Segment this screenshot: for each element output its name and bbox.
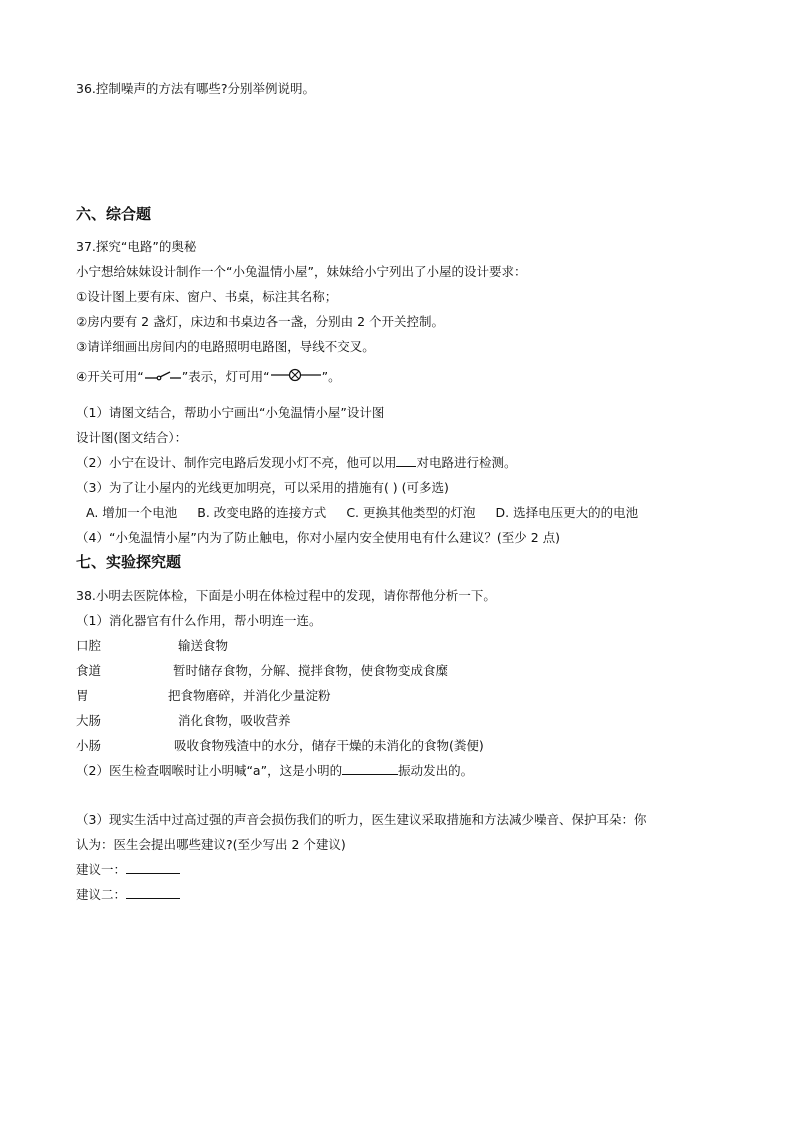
option-list: [86, 504, 658, 522]
answer-blank[interactable]: [396, 454, 416, 467]
question-36: 36.控制噪声的方法有哪些?分别举例说明。: [76, 81, 316, 96]
question-38-sub-3-cont: 认为：医生会提出哪些建议?(至少写出 2 个建议): [76, 837, 346, 852]
option-a[interactable]: A. 增加一个电池: [86, 505, 178, 520]
organ-item: 口腔: [76, 638, 102, 653]
suggestion-1: [76, 861, 180, 879]
suggestion-2: [76, 886, 180, 904]
option-c[interactable]: C. 更换其他类型的灯泡: [346, 505, 476, 520]
function-item: 吸收食物残渣中的水分，储存干燥的未消化的食物(粪便): [174, 738, 484, 753]
organ-item: 大肠: [76, 713, 102, 728]
option-d[interactable]: D. 选择电压更大的的电池: [495, 505, 639, 520]
option-b[interactable]: B. 改变电路的连接方式: [197, 505, 327, 520]
design-drawing-label: 设计图(图文结合）：: [76, 430, 188, 445]
function-item: 消化食物，吸收营养: [178, 713, 291, 728]
answer-blank[interactable]: [126, 886, 180, 899]
question-37-sub-2-tail: 对电路进行检测。: [416, 455, 517, 470]
requirement-4-part-a: ④开关可用“: [76, 369, 144, 384]
question-37-sub-2: [76, 454, 516, 472]
question-37-sub-4: （4）“小兔温情小屋”内为了防止触电，你对小屋内安全使用电有什么建议？(至少 2 点): [76, 530, 561, 545]
question-38-sub-1: （1）消化器官有什么作用，帮小明连一连。: [76, 613, 322, 628]
question-37-sub-2-text: （2）小宁在设计、制作完电路后发现小灯不亮，他可以用: [76, 455, 397, 470]
answer-blank[interactable]: [342, 762, 398, 775]
requirement-4-part-c: ”。: [321, 369, 341, 384]
function-item: 把食物磨碎，并消化少量淀粉: [168, 688, 331, 703]
question-38-sub-2: [76, 762, 473, 780]
question-38-sub-3: （3）现实生活中过高过强的声音会损伤我们的听力，医生建议采取措施和方法减少噪音、保护耳朵：你: [76, 812, 647, 827]
question-37-sub-3: （3）为了让小屋内的光线更加明亮，可以采用的措施有( ) (可多选): [76, 480, 449, 495]
function-item: 暂时储存食物，分解、搅拌食物，使食物变成食糜: [173, 663, 449, 678]
suggestion-2-label: 建议二：: [76, 887, 127, 902]
organ-item: 食道: [76, 663, 102, 678]
switch-symbol-icon: [144, 369, 182, 387]
organ-item: 小肠: [76, 738, 102, 753]
suggestion-1-label: 建议一：: [76, 862, 127, 877]
requirement-1: ①设计图上要有床、窗户、书桌，标注其名称；: [76, 289, 338, 304]
question-37-intro: 小宁想给妹妹设计制作一个“小兔温情小屋”，妹妹给小宁列出了小屋的设计要求：: [76, 264, 527, 279]
question-37-title: 37.探究“电路”的奥秘: [76, 239, 197, 254]
question-38-intro: 38.小明去医院体检，下面是小明在体检过程中的发现，请你帮他分析一下。: [76, 588, 496, 603]
lamp-symbol-icon: [270, 368, 322, 387]
requirement-4: [76, 368, 341, 387]
question-38-sub-2-tail: 振动发出的。: [398, 763, 474, 778]
requirement-4-part-b: ”表示，灯可用“: [181, 369, 270, 384]
section-7-heading: 七、实验探究题: [76, 553, 182, 571]
answer-blank[interactable]: [126, 861, 180, 874]
question-38-sub-2-text: （2）医生检查咽喉时让小明喊“a”，这是小明的: [76, 763, 343, 778]
requirement-2: ②房内要有 2 盏灯，床边和书桌边各一盏，分别由 2 个开关控制。: [76, 314, 445, 329]
question-37-sub-1: （1）请图文结合，帮助小宁画出“小兔温情小屋”设计图: [76, 405, 385, 420]
requirement-3: ③请详细画出房间内的电路照明电路图，导线不交叉。: [76, 339, 375, 354]
function-item: 输送食物: [178, 638, 229, 653]
section-6-heading: 六、综合题: [76, 205, 152, 223]
organ-item: 胃: [76, 688, 89, 703]
